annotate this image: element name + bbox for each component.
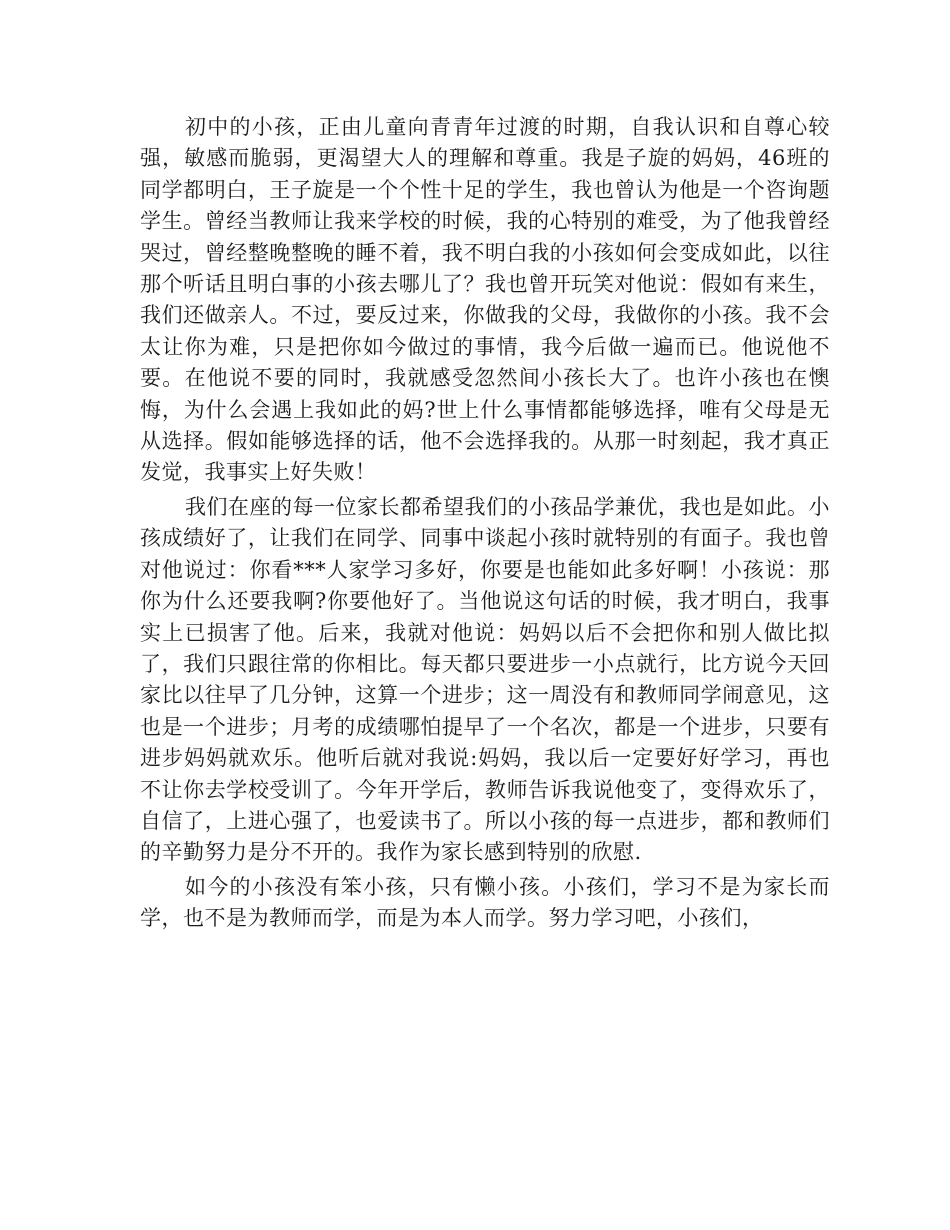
- paragraph-2: 我们在座的每一位家长都希望我们的小孩品学兼优，我也是如此。小孩成绩好了，让我们在同学、同事中谈起小孩时就特别的有面子。我也曾对他说过：你看***人家学习多好，你要是也能如此多好啊！小孩说：那你为什么还要我啊?你要他好了。当他说这句话的时候，我才明白，我事实上已损害了他。后来，我就对他说：妈妈以后不会把你和别人做比拟了，我们只跟往常的你相比。每天都只要进步一小点就行，比方说今天回家比以往早了几分钟，这算一个进步；这一周没有和教师同学闹意见，这也是一个进步；月考的成绩哪怕提早了一个名次，都是一个进步，只要有进步妈妈就欢乐。他听后就对我说:妈妈，我以后一定要好好学习，再也不让你去学校受训了。今年开学后，教师告诉我说他变了，变得欢乐了，自信了，上进心强了，也爱读书了。所以小孩的每一点进步，都和教师们的辛勤努力是分不开的。我作为家长感到特别的欣慰.: [140, 494, 830, 865]
- paragraph-1: 初中的小孩，正由儿童向青青年过渡的时期，自我认识和自尊心较强，敏感而脆弱，更渴望大人的理解和尊重。我是子旋的妈妈，46班的同学都明白，王子旋是一个个性十足的学生，我也曾认为他是一个咨询题学生。曾经当教师让我来学校的时候，我的心特别的难受，为了他我曾经哭过，曾经整晚整晚的睡不着，我不明白我的小孩如何会变成如此，以往那个听话且明白事的小孩去哪儿了？我也曾开玩笑对他说：假如有来生，我们还做亲人。不过，要反过来，你做我的父母，我做你的小孩。我不会太让你为难，只是把你如今做过的事情，我今后做一遍而已。他说他不要。在他说不要的同时，我就感受忽然间小孩长大了。也许小孩也在懊悔，为什么会遇上我如此的妈?世上什么事情都能够选择，唯有父母是无从选择。假如能够选择的话，他不会选择我的。从那一时刻起，我才真正发觉，我事实上好失败！: [140, 115, 830, 485]
- paragraph-3: 如今的小孩没有笨小孩，只有懒小孩。小孩们，学习不是为家长而学，也不是为教师而学，而是为本人而学。努力学习吧，小孩们，: [140, 874, 830, 931]
- document-page: [140, 112, 830, 935]
